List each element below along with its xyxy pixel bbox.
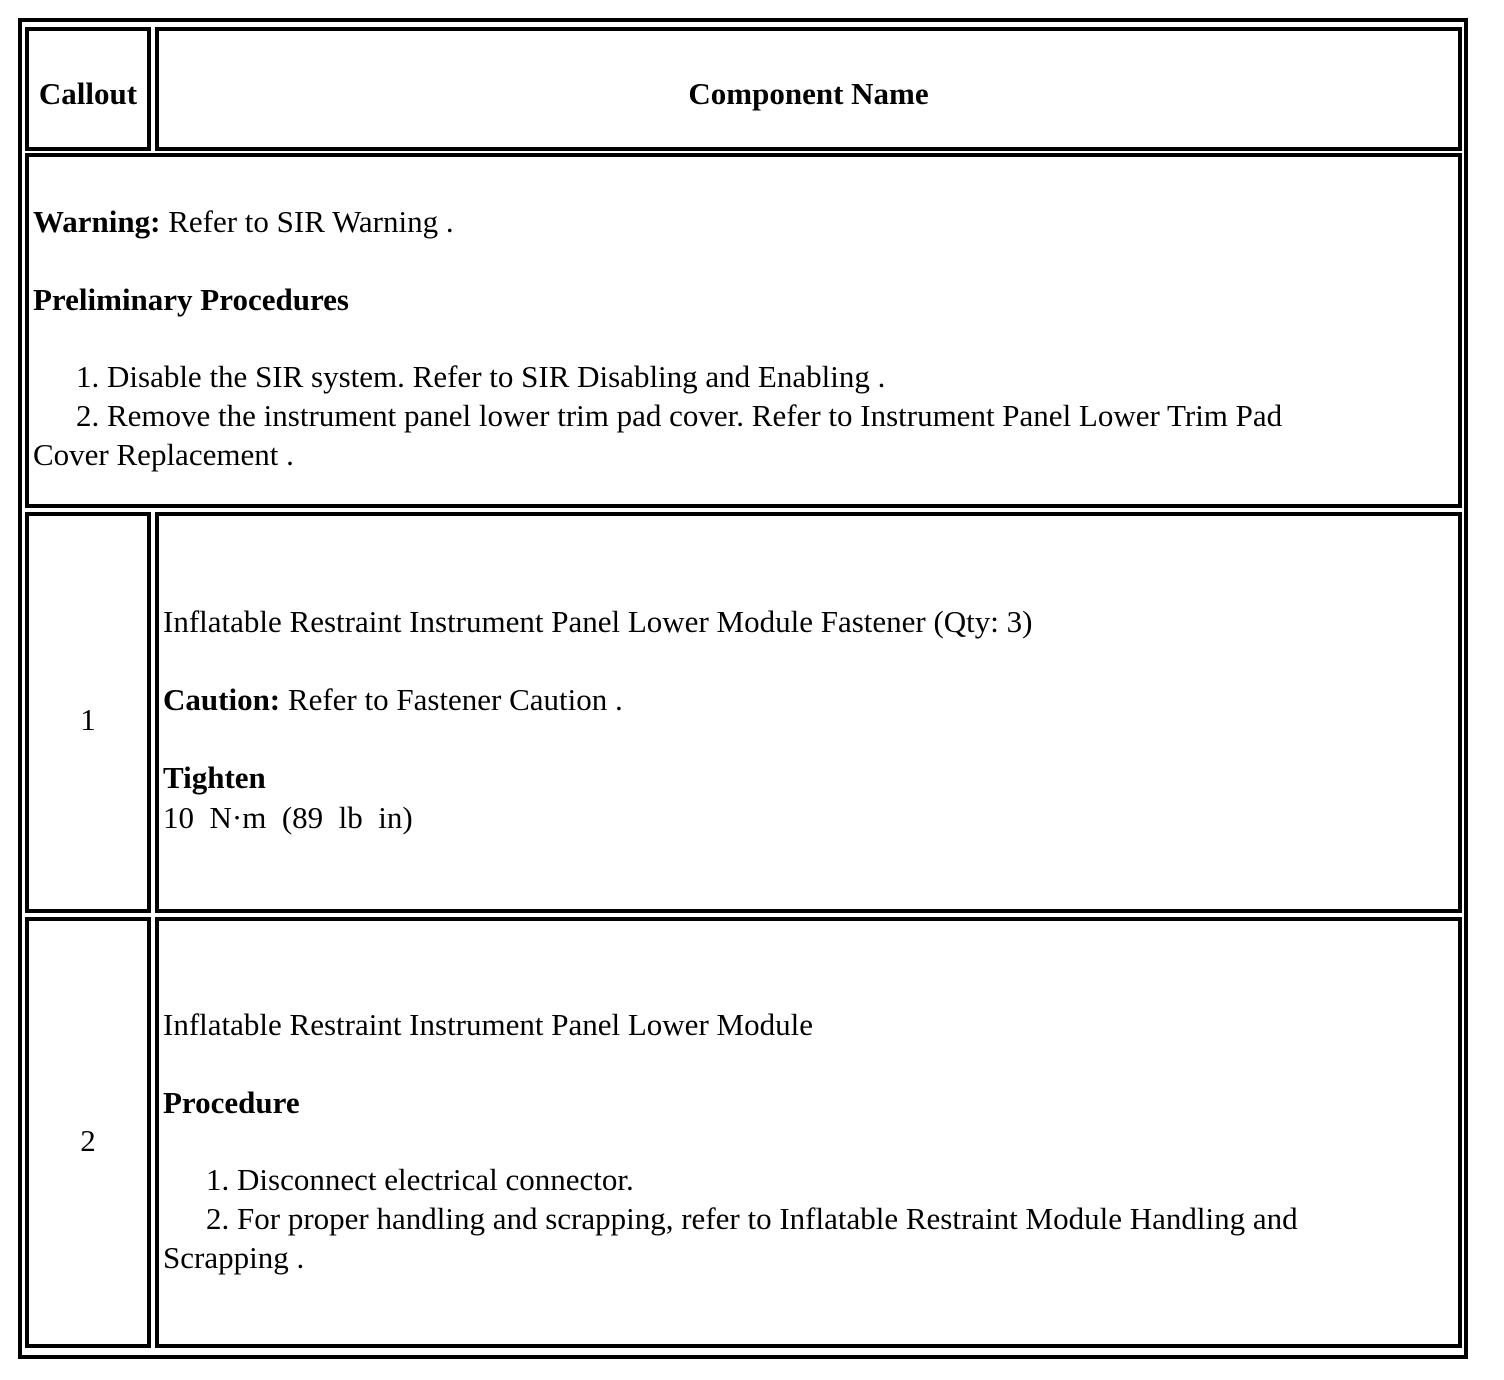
procedure-step-2-continued: Scrapping . (163, 1240, 305, 1275)
row-1-component-name: Inflatable Restraint Instrument Panel Lower Module Fastener (Qty: 3) (163, 604, 1033, 639)
prelim-step-2-continued: Cover Replacement . (33, 437, 294, 472)
torque-value: 10 N·m (89 lb in) (163, 800, 413, 835)
procedure-label: Procedure (163, 1085, 300, 1120)
header-callout: Callout (38, 76, 138, 111)
warning-label: Warning: (33, 204, 161, 239)
warning-line (33, 202, 454, 241)
intro-cell (25, 153, 1462, 508)
row-2-callout: 2 (80, 1123, 96, 1158)
prelim-step-1: 1. Disable the SIR system. Refer to SIR Disabling and Enabling . (76, 359, 886, 394)
row-2-component-cell (155, 917, 1462, 1348)
procedure-step-2: 2. For proper handling and scrapping, refer to Inflatable Restraint Module Handling and (206, 1201, 1298, 1236)
header-callout-cell (25, 27, 151, 151)
row-1-callout-cell (25, 512, 151, 913)
row-2-callout-cell (25, 917, 151, 1348)
tighten-label: Tighten (163, 760, 266, 795)
preliminary-procedures-title: Preliminary Procedures (33, 282, 349, 317)
warning-text: Refer to SIR Warning . (160, 204, 454, 239)
row-2-component-name: Inflatable Restraint Instrument Panel Lower Module (163, 1007, 813, 1042)
caution-text: Refer to Fastener Caution . (280, 682, 623, 717)
caution-line (163, 680, 623, 719)
prelim-step-2: 2. Remove the instrument panel lower trim pad cover. Refer to Instrument Panel Lower Trim Pad (76, 398, 1283, 433)
header-component-cell (155, 27, 1462, 151)
row-1-callout: 1 (80, 702, 96, 737)
header-component-name: Component Name (688, 76, 929, 111)
caution-label: Caution: (163, 682, 281, 717)
procedure-step-1: 1. Disconnect electrical connector. (206, 1162, 634, 1197)
row-1-component-cell (155, 512, 1462, 913)
